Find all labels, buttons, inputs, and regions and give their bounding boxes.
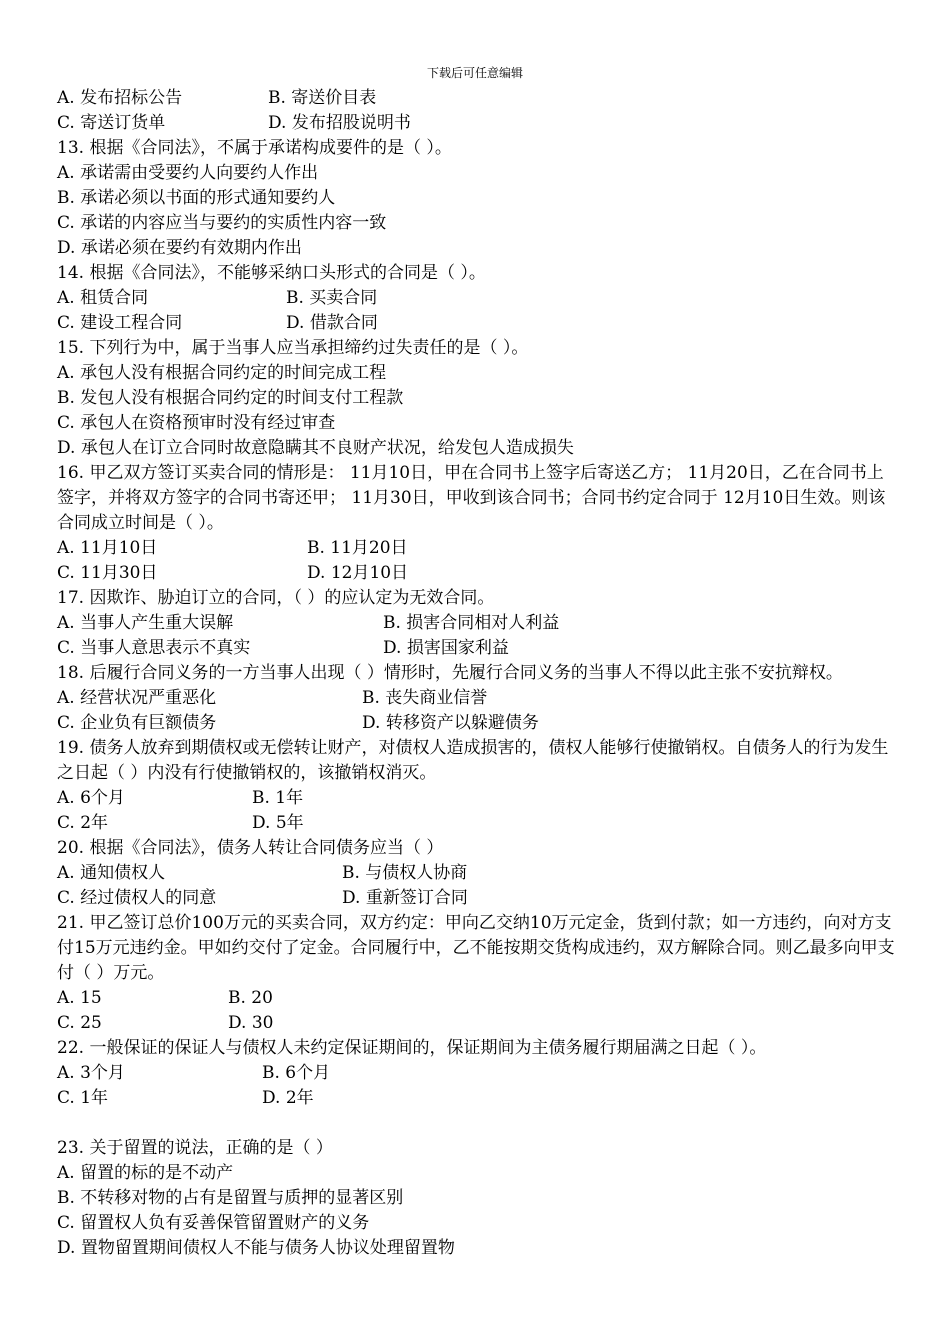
option-right: B. 1年 [252,788,304,808]
option-left: A. 3个月 [57,1063,125,1083]
option-row [57,1011,897,1036]
option-left: C. 建设工程合同 [57,313,183,333]
question-stem: 15. 下列行为中，属于当事人应当承担缔约过失责任的是（ ）。 [57,338,529,358]
option-line: C. 承包人在资格预审时没有经过审查 [57,413,336,433]
exam-content [57,86,897,1261]
option-right: B. 6个月 [262,1063,331,1083]
option-right: B. 买卖合同 [286,288,378,308]
question-stem: 13. 根据《合同法》，不属于承诺构成要件的是（ ）。 [57,138,452,158]
option-line: A. 承诺需由受要约人向要约人作出 [57,163,319,183]
option-row [57,286,897,311]
option-left: A. 租赁合同 [57,288,149,308]
option-left: C. 当事人意思表示不真实 [57,638,251,658]
option-right: D. 借款合同 [286,313,378,333]
option-line: B. 发包人没有根据合同约定的时间支付工程款 [57,388,404,408]
option-line: B. 不转移对物的占有是留置与质押的显著区别 [57,1188,404,1208]
option-left: C. 经过债权人的同意 [57,888,217,908]
option-line: B. 承诺必须以书面的形式通知要约人 [57,188,336,208]
page-header: 下载后可任意编辑 [426,66,523,80]
option-left: C. 11月30日 [57,563,158,583]
option-left: C. 寄送订货单 [57,113,166,133]
option-row [57,711,897,736]
option-right: B. 寄送价目表 [268,88,377,108]
option-left: A. 发布招标公告 [57,88,183,108]
option-row [57,611,897,636]
option-left: A. 当事人产生重大误解 [57,613,234,633]
question-stem: 18. 后履行合同义务的一方当事人出现（ ）情形时，先履行合同义务的当事人不得以此主张不安抗辩权。 [57,663,843,683]
option-line: A. 留置的标的是不动产 [57,1163,234,1183]
option-right: D. 5年 [252,813,304,833]
option-left: A. 11月10日 [57,538,158,558]
option-right: B. 20 [228,988,273,1008]
option-left: C. 企业负有巨额债务 [57,713,217,733]
option-line: C. 留置权人负有妥善保管留置财产的义务 [57,1213,370,1233]
option-row [57,536,897,561]
option-right: B. 与债权人协商 [342,863,468,883]
option-line: A. 承包人没有根据合同约定的时间完成工程 [57,363,387,383]
option-row [57,861,897,886]
option-line: D. 承包人在订立合同时故意隐瞒其不良财产状况，给发包人造成损失 [57,438,574,458]
option-line: D. 置物留置期间债权人不能与债务人协议处理留置物 [57,1238,455,1258]
option-row [57,886,897,911]
option-row [57,786,897,811]
option-right: D. 转移资产以躲避债务 [362,713,539,733]
option-left: C. 1年 [57,1088,109,1108]
option-row [57,111,897,136]
question-stem: 19. 债务人放弃到期债权或无偿转让财产，对债权人造成损害的，债权人能够行使撤销权。自债务人的行为发生之日起（ ）内没有行使撤销权的，该撤销权消灭。 [57,738,889,783]
question-stem: 20. 根据《合同法》，债务人转让合同债务应当（ ） [57,838,444,858]
option-left: C. 25 [57,1013,102,1033]
blank-line [57,1111,897,1136]
option-right: D. 30 [228,1013,274,1033]
option-right: D. 发布招股说明书 [268,113,411,133]
option-left: A. 通知债权人 [57,863,166,883]
option-row [57,686,897,711]
question-stem: 16. 甲乙双方签订买卖合同的情形是： 11月10日，甲在合同书上签字后寄送乙方； 11月20日，乙在合同书上签字，并将双方签字的合同书寄还甲； 11月30日，甲收到该合同书；合同书约定合同于 12月10日生效。则该合同成立时间是（ ）。 [57,463,886,533]
question-stem: 22. 一般保证的保证人与债权人未约定保证期间的，保证期间为主债务履行期届满之日起（ ）。 [57,1038,767,1058]
option-row [57,811,897,836]
question-stem: 14. 根据《合同法》，不能够采纳口头形式的合同是（ ）。 [57,263,486,283]
option-left: A. 经营状况严重恶化 [57,688,217,708]
question-stem: 17. 因欺诈、胁迫订立的合同，（ ）的应认定为无效合同。 [57,588,495,608]
question-stem: 23. 关于留置的说法，正确的是（ ） [57,1138,333,1158]
option-left: A. 6个月 [57,788,125,808]
option-right: D. 损害国家利益 [383,638,509,658]
option-left: A. 15 [57,988,102,1008]
option-row [57,86,897,111]
option-line: C. 承诺的内容应当与要约的实质性内容一致 [57,213,387,233]
option-right: D. 重新签订合同 [342,888,468,908]
option-right: B. 损害合同相对人利益 [383,613,560,633]
option-row [57,561,897,586]
option-right: B. 丧失商业信誉 [362,688,488,708]
option-row [57,1086,897,1111]
option-row [57,311,897,336]
option-right: D. 12月10日 [307,563,409,583]
option-right: B. 11月20日 [307,538,408,558]
option-row [57,1061,897,1086]
question-stem: 21. 甲乙签订总价100万元的买卖合同，双方约定：甲向乙交纳10万元定金，货到付款；如一方违约，向对方支付15万元违约金。甲如约交付了定金。合同履行中，乙不能按期交货构成违约，双方解除合同。则乙最多向甲支付（ ）万元。 [57,913,895,983]
option-row [57,986,897,1011]
option-right: D. 2年 [262,1088,314,1108]
option-line: D. 承诺必须在要约有效期内作出 [57,238,302,258]
option-row [57,636,897,661]
option-left: C. 2年 [57,813,109,833]
